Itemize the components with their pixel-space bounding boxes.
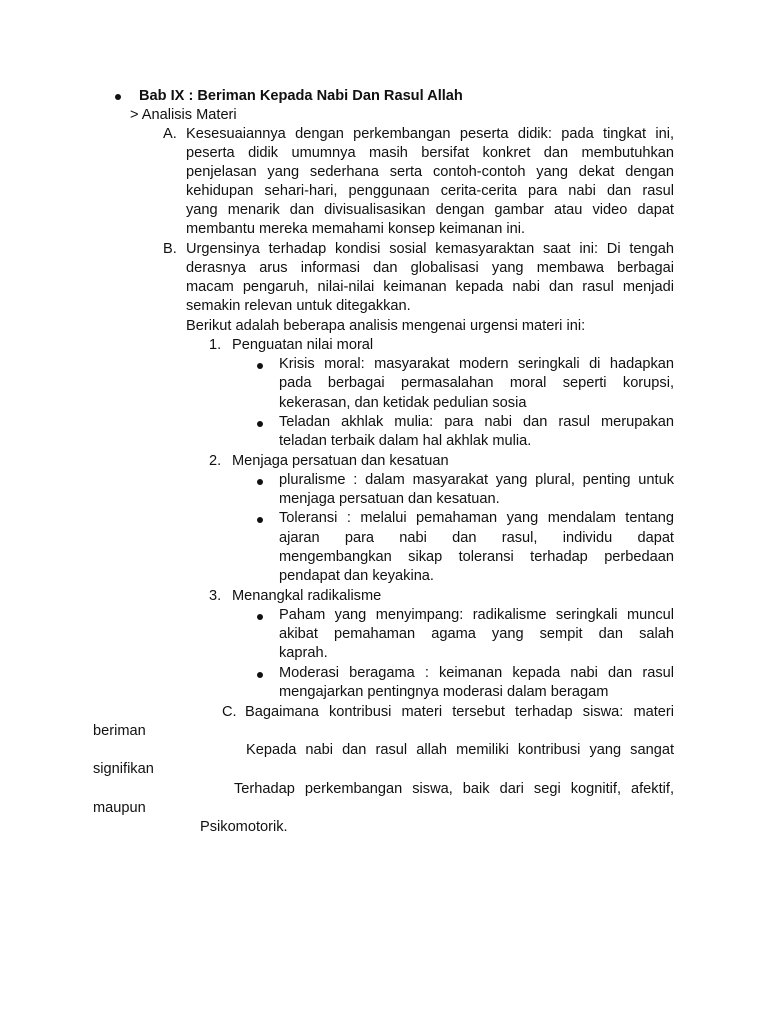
section-a-line: membantu mereka memahami konsep keimanan ini. xyxy=(186,221,526,237)
bullet-line: Krisis moral: masyarakat modern seringkali di hadapkan xyxy=(279,356,674,372)
section-c-line: Kepada nabi dan rasul allah memiliki kontribusi yang sangat xyxy=(246,742,674,758)
item-2-marker: 2. xyxy=(209,453,222,469)
section-a-line: Kesesuaiannya dengan perkembangan peserta didik: pada tingkat ini, xyxy=(186,126,674,142)
section-a-marker: A. xyxy=(163,126,177,142)
section-a-line: kehidupan sehari-hari, penggunaan cerita-cerita para nabi dan rasul xyxy=(186,183,674,199)
section-b-marker: B. xyxy=(163,241,177,257)
bullet-line: pada berbagai permasalahan moral seperti korupsi, xyxy=(279,375,674,391)
item-1-label: Penguatan nilai moral xyxy=(232,337,374,353)
bullet-line: menjaga persatuan dan kesatuan. xyxy=(279,491,500,507)
bullet-dot xyxy=(257,614,263,620)
item-3-label: Menangkal radikalisme xyxy=(232,588,382,604)
bullet-line: ajaran para nabi dan rasul, individu dapat xyxy=(279,530,674,546)
section-c-line: Bagaimana kontribusi materi tersebut terhadap siswa: materi xyxy=(245,704,674,720)
section-c-wrap: beriman xyxy=(93,723,146,739)
bullet-line: kaprah. xyxy=(279,645,328,661)
bullet-line: pendapat dan keyakina. xyxy=(279,568,434,584)
section-a-line: yang menarik dan divisualisasikan dengan gambar atau video dapat xyxy=(186,202,674,218)
section-b-line: derasnya arus informasi dan globalisasi yang membawa berbagai xyxy=(186,260,674,276)
bullet-dot xyxy=(257,517,263,523)
section-c-line: Terhadap perkembangan siswa, baik dari segi kognitif, afektif, xyxy=(234,781,674,797)
item-1-marker: 1. xyxy=(209,337,222,353)
section-c-wrap: maupun xyxy=(93,800,146,816)
section-b-line: macam pengaruh, nilai-nilai keimanan kepada nabi dan rasul menjadi xyxy=(186,279,674,295)
chapter-title: Bab IX : Beriman Kepada Nabi Dan Rasul Allah xyxy=(139,88,463,104)
section-b-intro: Berikut adalah beberapa analisis mengenai urgensi materi ini: xyxy=(186,318,586,334)
bullet-dot xyxy=(257,363,263,369)
item-2-label: Menjaga persatuan dan kesatuan xyxy=(232,453,449,469)
bullet-line: mengembangkan sikap toleransi terhadap perbedaan xyxy=(279,549,674,565)
bullet-line: pluralisme : dalam masyarakat yang plural, penting untuk xyxy=(279,472,674,488)
section-b-line: Urgensinya terhadap kondisi sosial kemasyaraktan saat ini: Di tengah xyxy=(186,241,674,257)
bullet-line: Teladan akhlak mulia: para nabi dan rasul merupakan xyxy=(279,414,674,430)
bullet-dot xyxy=(115,94,121,100)
subtitle-analisis-materi: > Analisis Materi xyxy=(130,107,237,123)
section-a-line: peserta didik umumnya masih bersifat konkret dan membutuhkan xyxy=(186,145,674,161)
bullet-line: Moderasi beragama : keimanan kepada nabi dan rasul xyxy=(279,665,674,681)
section-c-marker: C. xyxy=(222,704,237,720)
bullet-line: Paham yang menyimpang: radikalisme seringkali muncul xyxy=(279,607,674,623)
bullet-line: teladan terbaik dalam hal akhlak mulia. xyxy=(279,433,532,449)
section-a-line: penjelasan yang sederhana serta contoh-contoh yang dekat dengan xyxy=(186,164,674,180)
bullet-line: mengajarkan pentingnya moderasi dalam beragam xyxy=(279,684,609,700)
bullet-dot xyxy=(257,672,263,678)
section-c-wrap: signifikan xyxy=(93,761,154,777)
bullet-dot xyxy=(257,421,263,427)
bullet-dot xyxy=(257,479,263,485)
section-c-line: Psikomotorik. xyxy=(200,819,288,835)
bullet-line: Toleransi : melalui pemahaman yang mendalam tentang xyxy=(279,510,674,526)
section-b-line: semakin relevan untuk ditegakkan. xyxy=(186,298,411,314)
bullet-line: akibat pemahaman agama yang sempit dan salah xyxy=(279,626,674,642)
item-3-marker: 3. xyxy=(209,588,222,604)
bullet-line: kekerasan, dan ketidak pedulian sosia xyxy=(279,395,527,411)
